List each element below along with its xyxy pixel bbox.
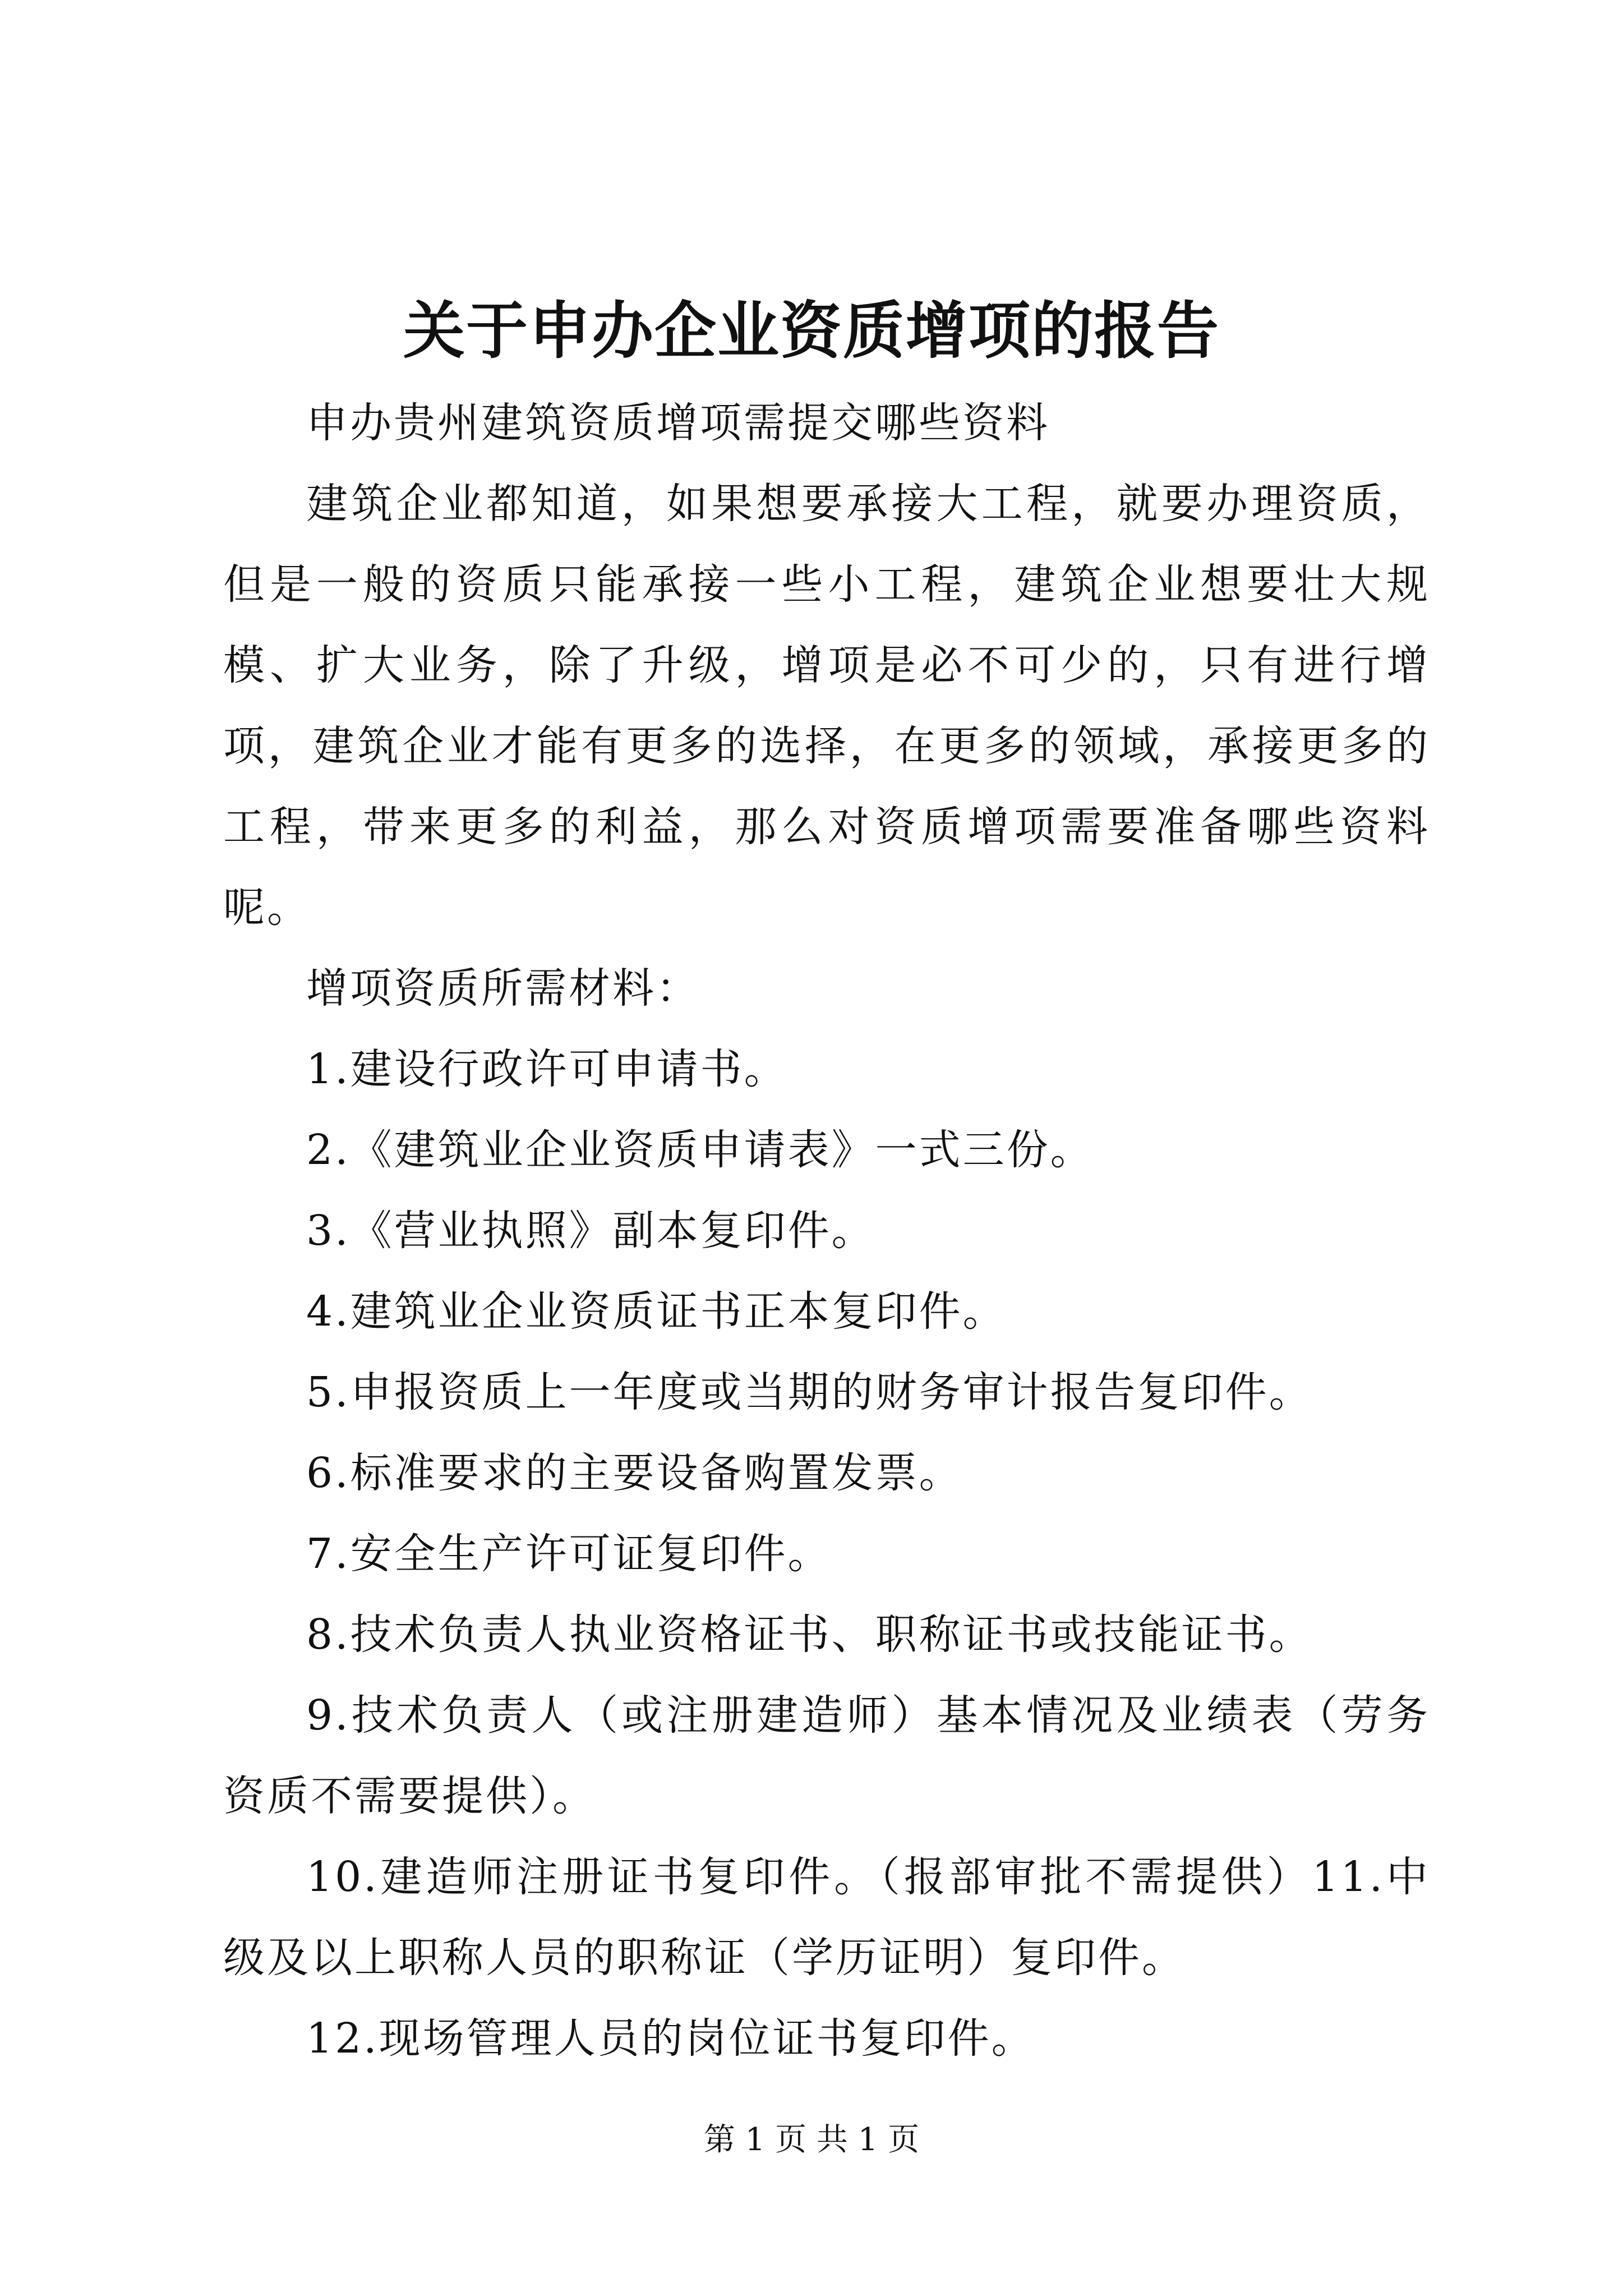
list-item: 7.安全生产许可证复印件。 [306, 1530, 832, 1578]
list-item: 12.现场管理人员的岗位证书复印件。 [306, 2014, 1035, 2063]
list-item: 4.建筑业企业资质证书正本复印件。 [306, 1287, 1007, 1336]
list-item: 2.《建筑业企业资质申请表》一式三份。 [306, 1126, 1094, 1174]
intro-paragraph: 建筑企业都知道，如果想要承接大工程，就要办理资质，但是一般的资质只能承接一些小工程，建筑企业想要壮大规模、扩大业务，除了升级，增项是必不可少的，只有进行增项，建筑企业才能有更多的选择，在更多的领域，承接更多的工程，带来更多的利益，那么对资质增项需要准备哪些资料呢。 [223, 480, 1430, 932]
document-title: 关于申办企业资质增项的报告 [403, 295, 1220, 367]
list-item: 1.建设行政许可申请书。 [306, 1045, 788, 1093]
list-item: 5.申报资质上一年度或当期的财务审计报告复印件。 [306, 1368, 1313, 1416]
list-item: 10.建造师注册证书复印件。（报部审批不需提供）11.中级及以上职称人员的职称证（学历证明）复印件。 [223, 1853, 1430, 1982]
page-footer: 第 1 页 共 1 页 [703, 2122, 920, 2158]
document-body [223, 383, 1430, 2079]
materials-heading: 增项资质所需材料： [306, 964, 700, 1013]
list-item: 6.标准要求的主要设备购置发票。 [306, 1449, 963, 1497]
subtitle-paragraph: 申办贵州建筑资质增项需提交哪些资料 [306, 399, 1050, 447]
list-item: 9.技术负责人（或注册建造师）基本情况及业绩表（劳务资质不需要提供）。 [223, 1691, 1430, 1820]
list-item: 3.《营业执照》副本复印件。 [306, 1207, 875, 1255]
list-item: 8.技术负责人执业资格证书、职称证书或技能证书。 [306, 1611, 1313, 1659]
